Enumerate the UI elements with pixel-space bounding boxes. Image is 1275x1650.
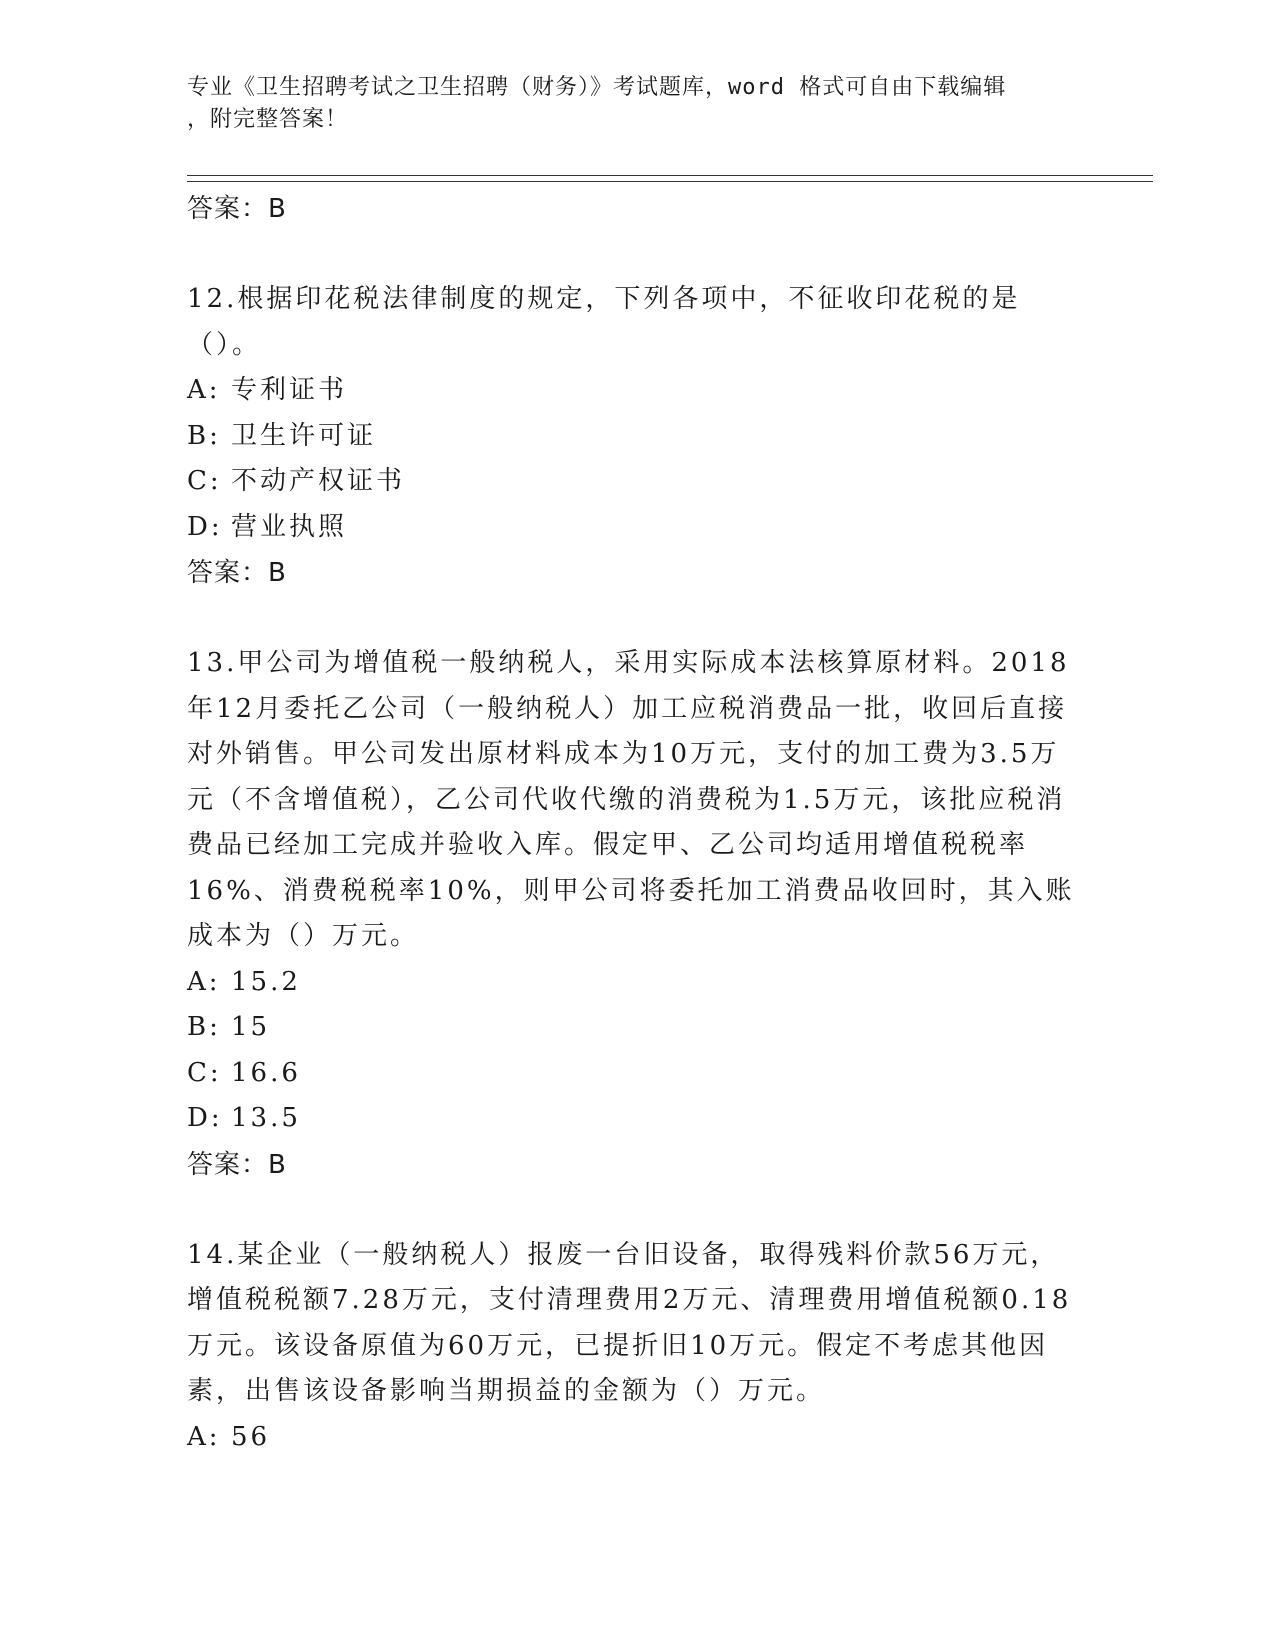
option-letter: C:	[187, 1057, 222, 1088]
option-b	[187, 1005, 1087, 1051]
question-text: 12.根据印花税法律制度的规定，下列各项中，不征收印花税的是（）。	[187, 284, 1021, 360]
option-letter: B:	[187, 420, 221, 451]
previous-answer: 答案：B	[187, 194, 287, 224]
option-text: 卫生许可证	[231, 420, 377, 451]
option-text: 营业执照	[231, 511, 348, 542]
option-text: 不动产权证书	[231, 466, 406, 496]
option-text: 13.5	[231, 1103, 301, 1133]
option-letter: C:	[187, 466, 222, 496]
question-block	[187, 277, 1087, 596]
option-c	[187, 1051, 1087, 1097]
option-b	[187, 414, 1087, 460]
option-text: 专利证书	[231, 375, 348, 405]
spacer	[187, 232, 1087, 277]
option-letter: A:	[187, 1421, 221, 1452]
option-text: 56	[231, 1421, 271, 1452]
answer: 答案：B	[187, 558, 287, 588]
option-a	[187, 368, 1087, 414]
header-line-2: ，附完整答案！	[187, 107, 349, 132]
header-rule-top	[187, 175, 1153, 176]
option-d	[187, 1096, 1087, 1142]
option-text: 15	[231, 1012, 271, 1042]
spacer	[187, 1188, 1087, 1233]
option-c	[187, 459, 1087, 505]
option-letter: A:	[187, 375, 221, 405]
option-letter: D:	[187, 511, 223, 542]
document-header	[187, 72, 1087, 136]
header-rule-bottom	[187, 181, 1153, 182]
question-text: 13.甲公司为增值税一般纳税人，采用实际成本法核算原材料。2018年12月委托乙公司（一般纳税人）加工应税消费品一批，收回后直接对外销售。甲公司发出原材料成本为10万元，支付的加工费为3.5万元（不含增值税），乙公司代收代缴的消费税为1.5万元，该批应税消费品已经加工完成并验收入库。假定甲、乙公司均适用增值税税率16%、消费税税率10%，则甲公司将委托加工消费品收回时，其入账成本为（）万元。	[187, 648, 1075, 951]
header-line-1: 专业《卫生招聘考试之卫生招聘（财务）》考试题库，word 格式可自由下载编辑	[187, 75, 1007, 100]
spacer	[187, 596, 1087, 641]
option-a	[187, 960, 1087, 1006]
option-text: 16.6	[231, 1057, 301, 1088]
option-letter: A:	[187, 966, 221, 997]
option-text: 15.2	[231, 966, 301, 997]
question-list	[187, 186, 1087, 1460]
question-block	[187, 641, 1087, 1188]
question-text: 14.某企业（一般纳税人）报废一台旧设备，取得残料价款56万元，增值税税额7.28万元，支付清理费用2万元、清理费用增值税额0.18万元。该设备原值为60万元，已提折旧10万元。假定不考虑其他因素，出售该设备影响当期损益的金额为（）万元。	[187, 1239, 1072, 1406]
option-d	[187, 505, 1087, 551]
question-block	[187, 1233, 1087, 1461]
option-letter: B:	[187, 1012, 221, 1042]
answer: 答案：B	[187, 1149, 287, 1180]
option-a	[187, 1415, 1087, 1461]
option-letter: D:	[187, 1103, 223, 1133]
